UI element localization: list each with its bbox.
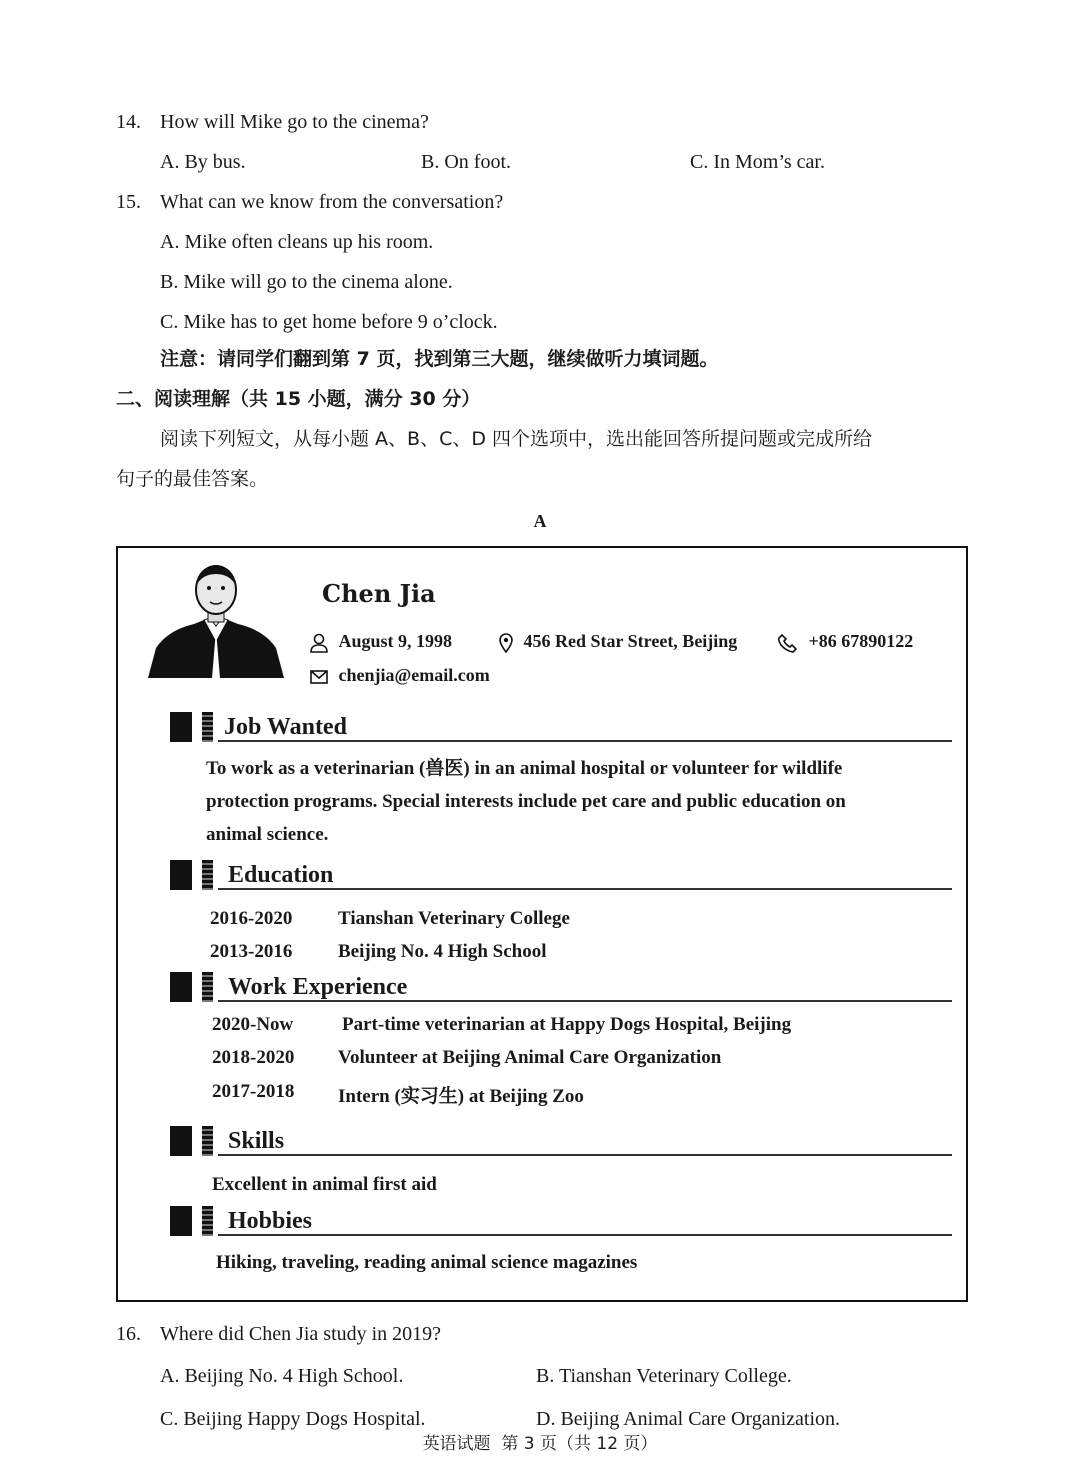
question-number: 15.	[116, 191, 141, 213]
work-years: 2020-Now	[212, 1014, 294, 1035]
section-marker-stripe	[202, 1126, 213, 1156]
option-d: D. Beijing Animal Care Organization.	[536, 1408, 841, 1430]
question-14	[116, 112, 429, 132]
section-instruction-cont: 句子的最佳答案。	[116, 468, 269, 490]
resume-name: Chen Jia	[322, 579, 436, 608]
section-work-experience	[170, 972, 952, 1002]
section-marker	[170, 712, 192, 742]
question-text: What can we know from the conversation?	[160, 191, 504, 213]
job-wanted-line: protection programs. Special interests include pet care and public education on	[206, 791, 846, 812]
education-school: Tianshan Veterinary College	[338, 908, 570, 929]
option-b: B. Mike will go to the cinema alone.	[160, 271, 453, 293]
section-title: Education	[228, 862, 334, 888]
section-title: Work Experience	[228, 974, 408, 1000]
phone-text: +86 67890122	[808, 631, 914, 651]
birthday-text: August 9, 1998	[338, 631, 453, 651]
section-rule	[218, 888, 952, 890]
hobbies-text: Hiking, traveling, reading animal science magazines	[216, 1252, 638, 1273]
work-years: 2018-2020	[212, 1047, 295, 1068]
education-years: 2016-2020	[210, 908, 293, 929]
question-text: Where did Chen Jia study in 2019?	[160, 1323, 442, 1345]
section-hobbies	[170, 1206, 952, 1236]
option-c: C. Beijing Happy Dogs Hospital.	[160, 1408, 426, 1430]
option-c: C. Mike has to get home before 9 o’clock.	[160, 311, 498, 333]
section-title: Skills	[228, 1128, 285, 1154]
section-title: Hobbies	[228, 1208, 313, 1234]
question-number: 16.	[116, 1323, 141, 1345]
notice-text: 注意：请同学们翻到第 7 页，找到第三大题，继续做听力填词题。	[160, 348, 719, 370]
education-years: 2013-2016	[210, 941, 293, 962]
section-marker-stripe	[202, 860, 213, 890]
section-marker	[170, 860, 192, 890]
skills-text: Excellent in animal first aid	[212, 1174, 437, 1195]
email-text: chenjia@email.com	[338, 665, 490, 685]
section-rule	[218, 1154, 952, 1156]
section-marker	[170, 1126, 192, 1156]
birthday	[310, 632, 452, 653]
section-education	[170, 860, 952, 890]
work-position: Part-time veterinarian at Happy Dogs Hospital, Beijing	[342, 1014, 792, 1035]
location-pin-icon	[499, 633, 513, 653]
page-footer: 英语试题 第 3 页（共 12 页）	[422, 1434, 658, 1454]
address-text: 456 Red Star Street, Beijing	[523, 631, 738, 651]
email	[310, 666, 490, 684]
question-number: 14.	[116, 111, 141, 133]
section-title: Job Wanted	[224, 714, 347, 740]
passage-label: A	[533, 511, 547, 531]
section-heading: 二、阅读理解（共 15 小题，满分 30 分）	[116, 388, 481, 410]
question-15	[116, 192, 503, 212]
job-wanted-line: To work as a veterinarian (兽医) in an animal hospital or volunteer for wildlife	[206, 758, 843, 779]
work-position: Volunteer at Beijing Animal Care Organization	[338, 1047, 722, 1068]
address	[499, 632, 737, 653]
option-c: C. In Mom’s car.	[690, 151, 825, 173]
work-years: 2017-2018	[212, 1081, 295, 1102]
section-marker	[170, 1206, 192, 1236]
section-job-wanted	[170, 712, 952, 742]
section-marker-stripe	[202, 1206, 213, 1236]
section-rule	[218, 740, 952, 742]
resume-card	[116, 546, 968, 1302]
job-wanted-line: animal science.	[206, 824, 329, 845]
section-marker-stripe	[202, 972, 213, 1002]
option-a: A. Mike often cleans up his room.	[160, 231, 434, 253]
section-rule	[218, 1234, 952, 1236]
envelope-icon	[310, 670, 328, 684]
section-marker-stripe	[202, 712, 213, 742]
section-skills	[170, 1126, 952, 1156]
education-school: Beijing No. 4 High School	[338, 941, 547, 962]
job-wanted-text	[206, 752, 946, 851]
section-marker	[170, 972, 192, 1002]
option-b: B. Tianshan Veterinary College.	[536, 1365, 792, 1387]
phone-icon	[778, 633, 798, 653]
option-b: B. On foot.	[421, 151, 511, 173]
section-instruction: 阅读下列短文，从每小题 A、B、C、D 四个选项中，选出能回答所提问题或完成所给	[160, 428, 873, 450]
option-a: A. By bus.	[160, 151, 246, 173]
question-text: How will Mike go to the cinema?	[160, 111, 429, 133]
portrait-image	[148, 564, 284, 678]
option-a: A. Beijing No. 4 High School.	[160, 1365, 404, 1387]
work-position: Intern (实习生) at Beijing Zoo	[338, 1086, 584, 1107]
phone	[778, 632, 913, 653]
question-16	[116, 1324, 441, 1344]
person-icon	[310, 633, 328, 653]
section-rule	[218, 1000, 952, 1002]
